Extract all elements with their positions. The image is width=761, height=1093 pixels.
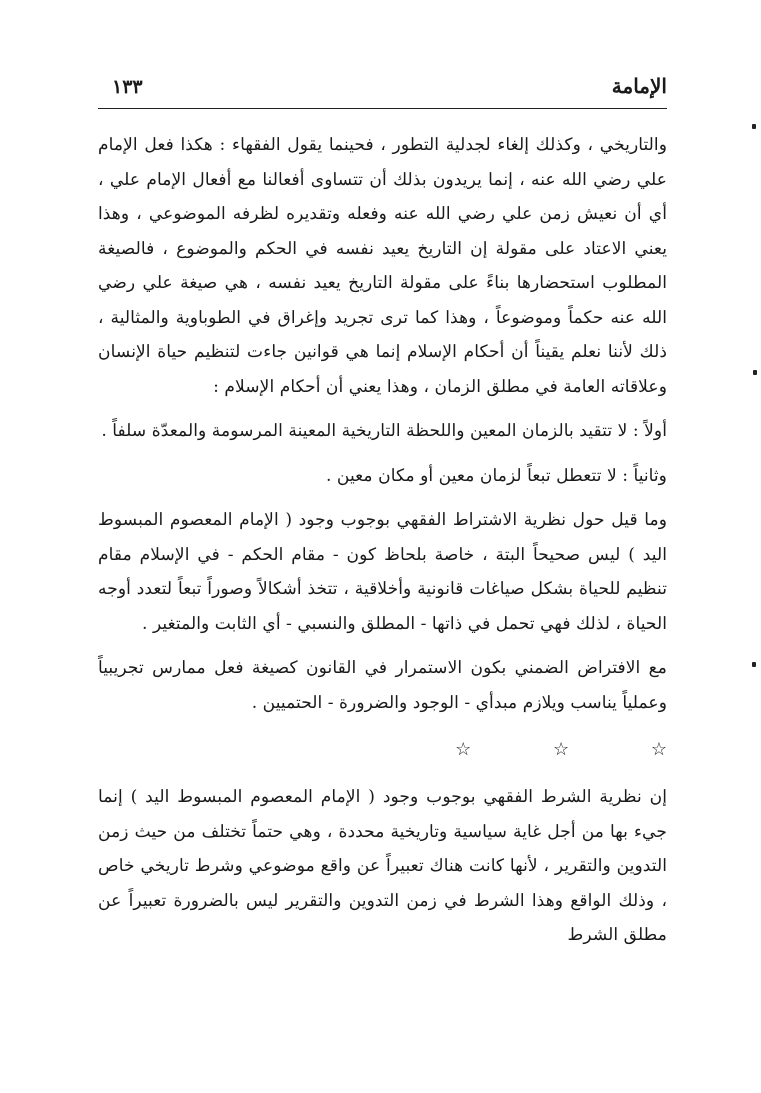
margin-mark <box>752 662 756 667</box>
page-number: ١٣٣ <box>112 76 143 98</box>
page-header <box>98 74 667 109</box>
running-title: الإمامة <box>611 74 667 98</box>
paragraph-1: والتاريخي ، وكذلك إلغاء لجدلية التطور ، فحينما يقول الفقهاء : هكذا فعل الإمام علي رضي الله عنه ، إنما يريدون بذلك أن تتساوى أفعالنا مع أفعال الإمام علي ، أي أن نعيش زمن علي رضي الله عنه وفعله وتقديره لظرفه الموضوعي ، وهذا يعني الاعتاد على مقولة إن التاريخ يعيد نفسه في الحكم والموضوع ، فالصيغة المطلوب استحضارها بناءً على مقولة التاريخ يعيد نفسه ، هي صيغة علي رضي الله عنه حكماً وموضوعاً ، وهذا كما ترى تجريد وإغراق في الطوباوية والمثالية ، ذلك لأننا نعلم يقيناً أن أحكام الإسلام إنما هي قوانين جاءت لتنظيم حياة الإنسان وعلاقاته العامة في مطلق الزمان ، وهذا يعني أن أحكام الإسلام : <box>98 135 667 397</box>
paragraph-4: وما قيل حول نظرية الاشتراط الفقهي بوجوب وجود ( الإمام المعصوم المبسوط اليد ) ليس صحيحاً البتة ، خاصة بلحاظ كون - مقام الحكم - في الإسلام مقام تنظيم للحياة بشكل صياغات قانونية وأخلاقية ، تتخذ أشكالاً وصوراً تبعاً لتعدد أوجه الحياة ، لذلك فهي تحمل في ذاتها - المطلق والنسبي - أي الثابت والمتغير . <box>98 510 667 634</box>
section-separator: ☆ ☆ ☆ <box>455 739 705 760</box>
paragraph-3: وثانياً : لا تتعطل تبعاً لزمان معين أو مكان معين . <box>325 465 667 486</box>
margin-mark <box>752 124 756 129</box>
paragraph-6: إن نظرية الشرط الفقهي بوجوب وجود ( الإمام المعصوم المبسوط اليد ) إنما جيء بها من أجل غاية سياسية وتاريخية محددة ، وهي حتماً تختلف من حيث زمن التدوين والتقرير ، لأنها كانت هناك تعبيراً عن واقع موضوعي وشرط تاريخي خاص ، وذلك الواقع وهذا الشرط في زمن التدوين والتقرير ليس بالضرورة تعبيراً عن مطلق الشرط <box>98 787 667 945</box>
paragraph-2: أولاً : لا تتقيد بالزمان المعين واللحظة التاريخية المعينة المرسومة والمعدّة سلفاً . <box>101 421 667 441</box>
margin-mark <box>753 370 757 375</box>
body-text <box>98 128 705 953</box>
paragraph-5: مع الافتراض الضمني بكون الاستمرار في القانون كصيغة فعل ممارس تجريبياً وعملياً يناسب ويلازم مبدأي - الوجود والضرورة - الحتميين . <box>98 658 667 713</box>
